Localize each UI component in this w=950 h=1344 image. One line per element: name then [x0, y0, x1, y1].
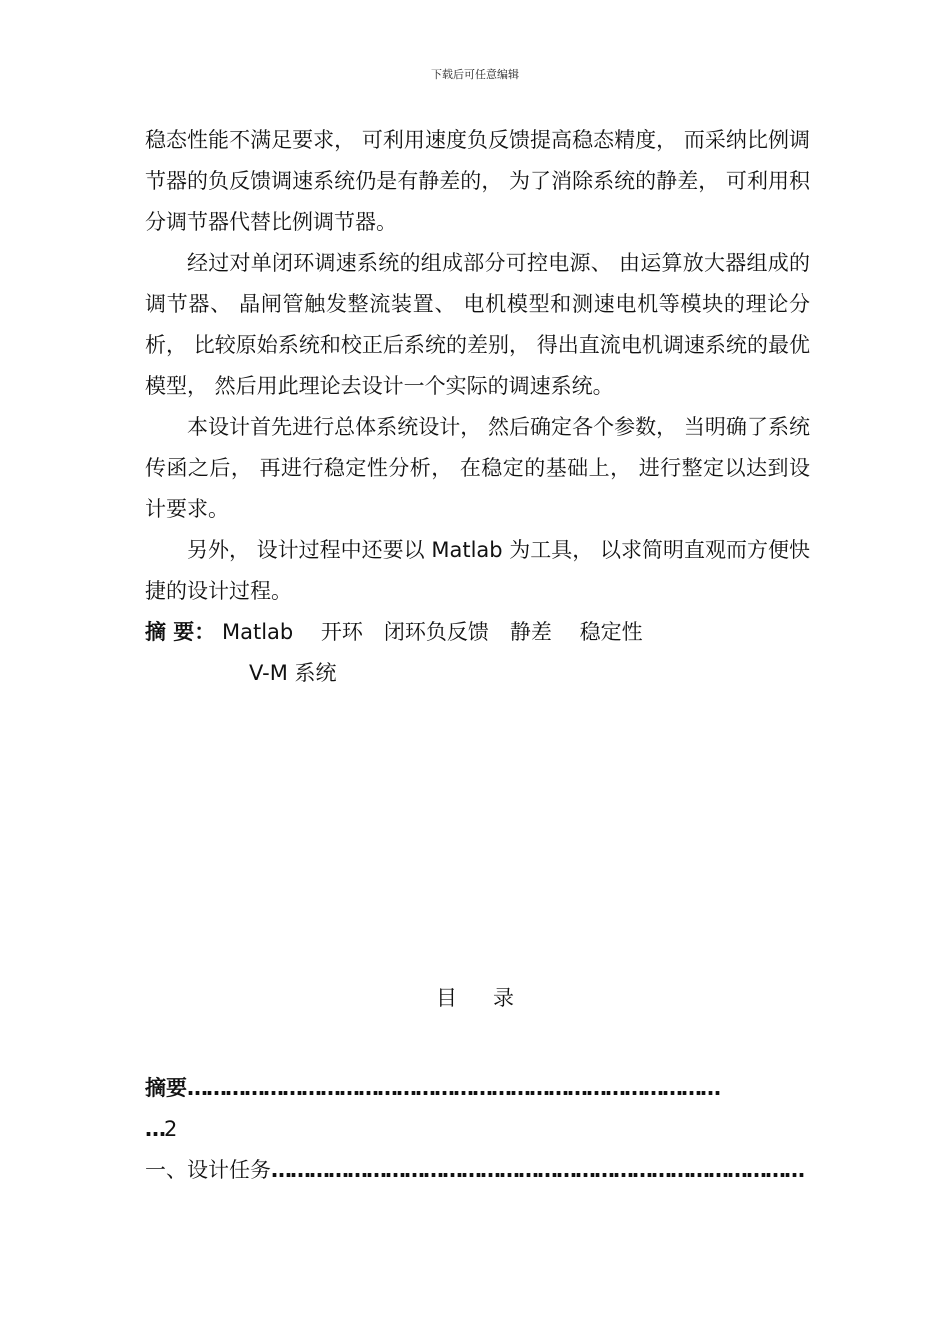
toc-leader: …………………………………………………………………………: [187, 1076, 719, 1100]
paragraph: 另外， 设计过程中还要以 Matlab 为工具， 以求简明直观而方便快捷的设计过程。: [145, 538, 810, 603]
table-of-contents: [145, 1068, 807, 1191]
toc-leader: …………………………………………………………………………: [271, 1158, 803, 1182]
keywords-line: [145, 612, 810, 653]
page-header: 下载后可任意编辑: [431, 68, 519, 81]
toc-entry[interactable]: [145, 1068, 807, 1109]
keywords-continuation: V-M 系统: [249, 661, 337, 685]
toc-entry-label: 一、设计任务: [145, 1158, 271, 1182]
toc-leader: …: [145, 1117, 164, 1141]
paragraph: 本设计首先进行总体系统设计， 然后确定各个参数， 当明确了系统传函之后， 再进行稳定性分析， 在稳定的基础上， 进行整定以达到设计要求。: [145, 415, 810, 521]
toc-title: 目录: [436, 986, 550, 1010]
toc-page-number: 2: [164, 1117, 178, 1141]
paragraph: 经过对单闭环调速系统的组成部分可控电源、 由运算放大器组成的调节器、 晶闸管触发整流装置、 电机模型和测速电机等模块的理论分析， 比较原始系统和校正后系统的差别， 得出直流电机调速系统的最优模型， 然后用此理论去设计一个实际的调速系统。: [145, 251, 810, 398]
toc-entry-label: 摘要: [145, 1076, 187, 1100]
toc-entry-continuation: [145, 1109, 807, 1150]
abstract-body: [145, 120, 810, 694]
keywords-list: Matlab 开环 闭环负反馈 静差 稳定性: [222, 620, 643, 644]
toc-entry[interactable]: [145, 1150, 807, 1191]
paragraph: 稳态性能不满足要求， 可利用速度负反馈提高稳态精度， 而采纳比例调节器的负反馈调速系统仍是有静差的， 为了消除系统的静差， 可利用积分调节器代替比例调节器。: [145, 128, 810, 234]
keywords-label: 摘 要：: [145, 620, 216, 644]
